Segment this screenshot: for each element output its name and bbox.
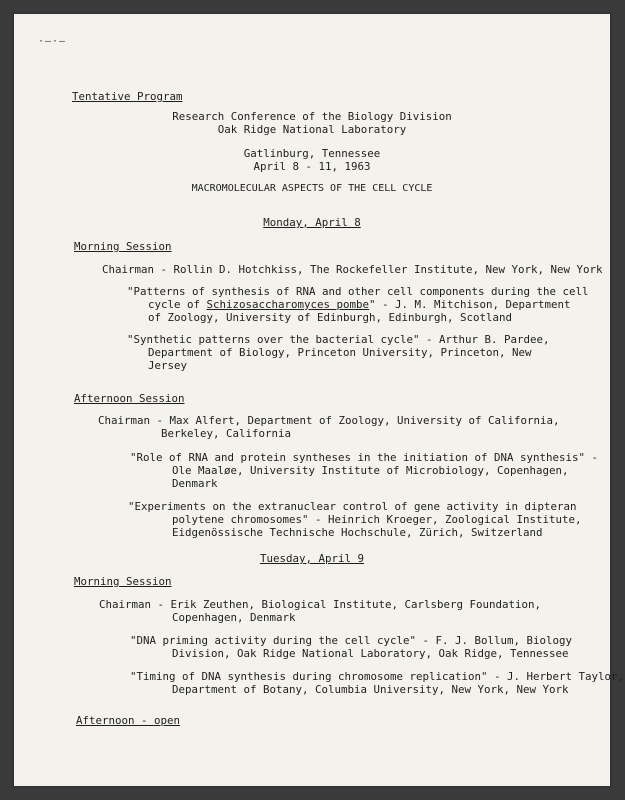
header-line-3: Gatlinburg, Tennessee [243, 147, 381, 160]
scan-mark: ·—·— [38, 36, 67, 47]
talk-line: Division, Oak Ridge National Laboratory, Oak Ridge, Tennessee [172, 647, 569, 660]
chairman-line: Berkeley, California [161, 427, 292, 440]
talk-line [148, 298, 571, 312]
talk-line: Denmark [172, 477, 218, 490]
day-heading-tuesday: Tuesday, April 9 [259, 552, 364, 565]
talk-line: Department of Biology, Princeton University, Princeton, New [148, 346, 532, 359]
talk-text: cycle of [148, 298, 207, 311]
session-heading: Morning Session [74, 575, 172, 588]
talk-line: Jersey [148, 359, 188, 372]
talk-text: " - J. M. Mitchison, Department [369, 298, 571, 311]
header-line-2: Oak Ridge National Laboratory [217, 123, 407, 136]
session-heading: Afternoon Session [74, 392, 185, 405]
talk-line: "Synthetic patterns over the bacterial cycle" - Arthur B. Pardee, [127, 333, 550, 346]
session-heading: Morning Session [74, 240, 172, 253]
talk-line: "DNA priming activity during the cell cycle" - F. J. Bollum, Biology [130, 634, 573, 647]
chairman-line: Chairman - Max Alfert, Department of Zoology, University of California, [98, 414, 560, 427]
day-heading-monday: Monday, April 8 [263, 216, 361, 229]
talk-line: "Experiments on the extranuclear control of gene activity in dipteran [128, 500, 577, 513]
header-line-1: Research Conference of the Biology Division [172, 110, 452, 123]
program-label: Tentative Program [72, 90, 183, 103]
chairman-line: Chairman - Erik Zeuthen, Biological Institute, Carlsberg Foundation, [99, 598, 542, 611]
document-page [14, 14, 625, 786]
header-line-4: April 8 - 11, 1963 [253, 160, 371, 173]
species-name: Schizosaccharomyces pombe [206, 298, 370, 311]
talk-line: "Timing of DNA synthesis during chromosome replication" - J. Herbert Taylor, [130, 670, 625, 683]
conference-theme: MACROMOLECULAR ASPECTS OF THE CELL CYCLE [191, 183, 433, 194]
afternoon-open: Afternoon - open [76, 714, 181, 727]
talk-line: of Zoology, University of Edinburgh, Edinburgh, Scotland [148, 311, 513, 324]
talk-line: "Role of RNA and protein syntheses in the initiation of DNA synthesis" - [130, 451, 599, 464]
chairman-line: Copenhagen, Denmark [172, 611, 296, 624]
talk-line: "Patterns of synthesis of RNA and other cell components during the cell [127, 285, 589, 298]
talk-line: Eidgenössische Technische Hochschule, Zürich, Switzerland [172, 526, 543, 539]
talk-line: Department of Botany, Columbia University, New York, New York [172, 683, 569, 696]
talk-line: Ole Maaløe, University Institute of Microbiology, Copenhagen, [172, 464, 569, 477]
talk-line: polytene chromosomes" - Heinrich Kroeger, Zoological Institute, [172, 513, 582, 526]
chairman-line: Chairman - Rollin D. Hotchkiss, The Rockefeller Institute, New York, New York [102, 263, 603, 276]
